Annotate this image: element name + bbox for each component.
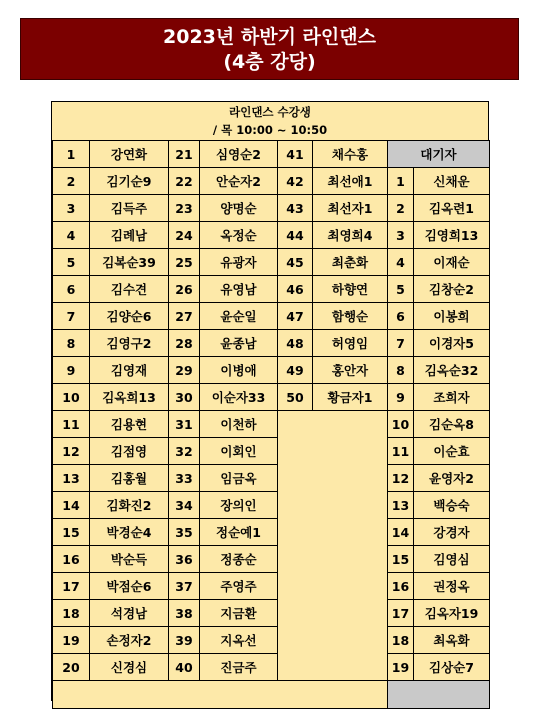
table-row [53,654,490,681]
student-name: 김영구2 [90,330,169,357]
student-number: 21 [169,141,200,168]
student-name: 유영남 [200,276,278,303]
student-number: 43 [278,195,313,222]
student-name: 김기순9 [90,168,169,195]
student-number: 8 [53,330,90,357]
table-row [53,303,490,330]
student-name: 이천하 [200,411,278,438]
student-name: 유광자 [200,249,278,276]
student-name: 이회인 [200,438,278,465]
student-name: 임금옥 [200,465,278,492]
student-name: 옥정순 [200,222,278,249]
student-number: 12 [53,438,90,465]
table-row [53,600,490,627]
student-name: 지옥선 [200,627,278,654]
waitlist-number: 4 [388,249,414,276]
waitlist-number: 12 [388,465,414,492]
student-number: 5 [53,249,90,276]
waitlist-number: 11 [388,438,414,465]
waitlist-number: 16 [388,573,414,600]
student-number: 36 [169,546,200,573]
student-name: 김득주 [90,195,169,222]
student-number: 50 [278,384,313,411]
student-number: 42 [278,168,313,195]
student-number: 31 [169,411,200,438]
student-number: 9 [53,357,90,384]
table-row [53,465,490,492]
waitlist-name: 김옥련1 [414,195,490,222]
student-name: 정종순 [200,546,278,573]
footer-empty-cell [53,681,388,709]
waitlist-name: 윤영자2 [414,465,490,492]
student-name: 채수홍 [313,141,388,168]
waitlist-number: 13 [388,492,414,519]
waitlist-name: 김상순7 [414,654,490,681]
student-name: 박점순6 [90,573,169,600]
waitlist-number: 6 [388,303,414,330]
waitlist-number: 3 [388,222,414,249]
student-number: 7 [53,303,90,330]
table-row [53,357,490,384]
student-name: 장의인 [200,492,278,519]
student-name: 김홍월 [90,465,169,492]
waitlist-name: 김영심 [414,546,490,573]
student-name: 최선자1 [313,195,388,222]
student-number: 41 [278,141,313,168]
student-number: 3 [53,195,90,222]
student-name: 최선애1 [313,168,388,195]
student-name: 심영순2 [200,141,278,168]
waitlist-name: 김순옥8 [414,411,490,438]
class-name: 라인댄스 수강생 [229,105,311,119]
student-name: 김용현 [90,411,169,438]
waitlist-number: 1 [388,168,414,195]
student-number: 49 [278,357,313,384]
student-name: 윤종남 [200,330,278,357]
student-name: 김영재 [90,357,169,384]
student-number: 6 [53,276,90,303]
student-number: 44 [278,222,313,249]
student-number: 25 [169,249,200,276]
waitlist-name: 권정옥 [414,573,490,600]
student-number: 37 [169,573,200,600]
footer-waitlist-cell [388,681,490,709]
enrollment-sheet [51,101,489,701]
student-number: 4 [53,222,90,249]
waitlist-number: 14 [388,519,414,546]
student-name: 진금주 [200,654,278,681]
student-name: 이순자33 [200,384,278,411]
table-row [53,195,490,222]
student-name: 김복순39 [90,249,169,276]
student-number: 23 [169,195,200,222]
student-name: 양명순 [200,195,278,222]
waitlist-name: 김영희13 [414,222,490,249]
table-row [53,411,490,438]
waitlist-name: 이순효 [414,438,490,465]
table-row [53,330,490,357]
waitlist-number: 17 [388,600,414,627]
student-number: 17 [53,573,90,600]
title-line-2: (4층 강당) [223,51,316,73]
student-name: 박순득 [90,546,169,573]
student-number: 2 [53,168,90,195]
student-name: 김례남 [90,222,169,249]
student-name: 최영희4 [313,222,388,249]
waitlist-name: 이봉희 [414,303,490,330]
student-number: 19 [53,627,90,654]
table-row [53,384,490,411]
student-number: 10 [53,384,90,411]
student-number: 16 [53,546,90,573]
student-name: 지금환 [200,600,278,627]
student-name: 강연화 [90,141,169,168]
waitlist-name: 백승숙 [414,492,490,519]
student-name: 하향연 [313,276,388,303]
student-number: 29 [169,357,200,384]
student-number: 40 [169,654,200,681]
student-name: 함행순 [313,303,388,330]
table-row [53,141,490,168]
waitlist-header: 대기자 [388,141,490,168]
student-name: 신경심 [90,654,169,681]
table-row [53,546,490,573]
student-name: 김점영 [90,438,169,465]
student-name: 황금자1 [313,384,388,411]
student-name: 김수견 [90,276,169,303]
student-number: 15 [53,519,90,546]
waitlist-name: 조희자 [414,384,490,411]
waitlist-number: 9 [388,384,414,411]
student-number: 1 [53,141,90,168]
waitlist-name: 이재순 [414,249,490,276]
waitlist-name: 신채운 [414,168,490,195]
student-number: 26 [169,276,200,303]
table-row [53,168,490,195]
student-number: 20 [53,654,90,681]
table-row [53,276,490,303]
student-name: 손정자2 [90,627,169,654]
student-number: 27 [169,303,200,330]
student-number: 11 [53,411,90,438]
waitlist-name: 최옥화 [414,627,490,654]
student-number: 28 [169,330,200,357]
table-row [53,222,490,249]
waitlist-number: 15 [388,546,414,573]
table-row [53,438,490,465]
table-footer-row [53,681,490,709]
student-number: 45 [278,249,313,276]
table-row [53,519,490,546]
waitlist-number: 5 [388,276,414,303]
empty-cell [278,411,388,681]
student-number: 13 [53,465,90,492]
student-number: 33 [169,465,200,492]
waitlist-number: 18 [388,627,414,654]
student-number: 14 [53,492,90,519]
title-banner [20,18,519,80]
student-number: 30 [169,384,200,411]
student-name: 안순자2 [200,168,278,195]
student-number: 24 [169,222,200,249]
student-number: 32 [169,438,200,465]
student-name: 주영주 [200,573,278,600]
student-name: 허영임 [313,330,388,357]
student-name: 김양순6 [90,303,169,330]
student-name: 홍안자 [313,357,388,384]
student-name: 박경순4 [90,519,169,546]
student-number: 48 [278,330,313,357]
waitlist-name: 김옥자19 [414,600,490,627]
waitlist-number: 8 [388,357,414,384]
student-number: 46 [278,276,313,303]
student-number: 47 [278,303,313,330]
class-schedule: / 목 10:00 ~ 10:50 [212,123,328,137]
waitlist-number: 7 [388,330,414,357]
student-name: 최춘화 [313,249,388,276]
waitlist-number: 19 [388,654,414,681]
student-name: 석경남 [90,600,169,627]
student-number: 39 [169,627,200,654]
student-name: 윤순일 [200,303,278,330]
student-name: 정순예1 [200,519,278,546]
student-number: 34 [169,492,200,519]
student-name: 김화진2 [90,492,169,519]
student-name: 김옥희13 [90,384,169,411]
student-number: 18 [53,600,90,627]
table-row [53,573,490,600]
waitlist-name: 김창순2 [414,276,490,303]
enrollment-table [52,140,490,709]
title-line-1: 2023년 하반기 라인댄스 [163,26,376,48]
waitlist-number: 10 [388,411,414,438]
table-row [53,627,490,654]
waitlist-name: 강경자 [414,519,490,546]
table-row [53,249,490,276]
student-number: 35 [169,519,200,546]
student-number: 22 [169,168,200,195]
waitlist-name: 이경자5 [414,330,490,357]
student-number: 38 [169,600,200,627]
waitlist-number: 2 [388,195,414,222]
student-name: 이병애 [200,357,278,384]
waitlist-name: 김옥순32 [414,357,490,384]
table-row [53,492,490,519]
